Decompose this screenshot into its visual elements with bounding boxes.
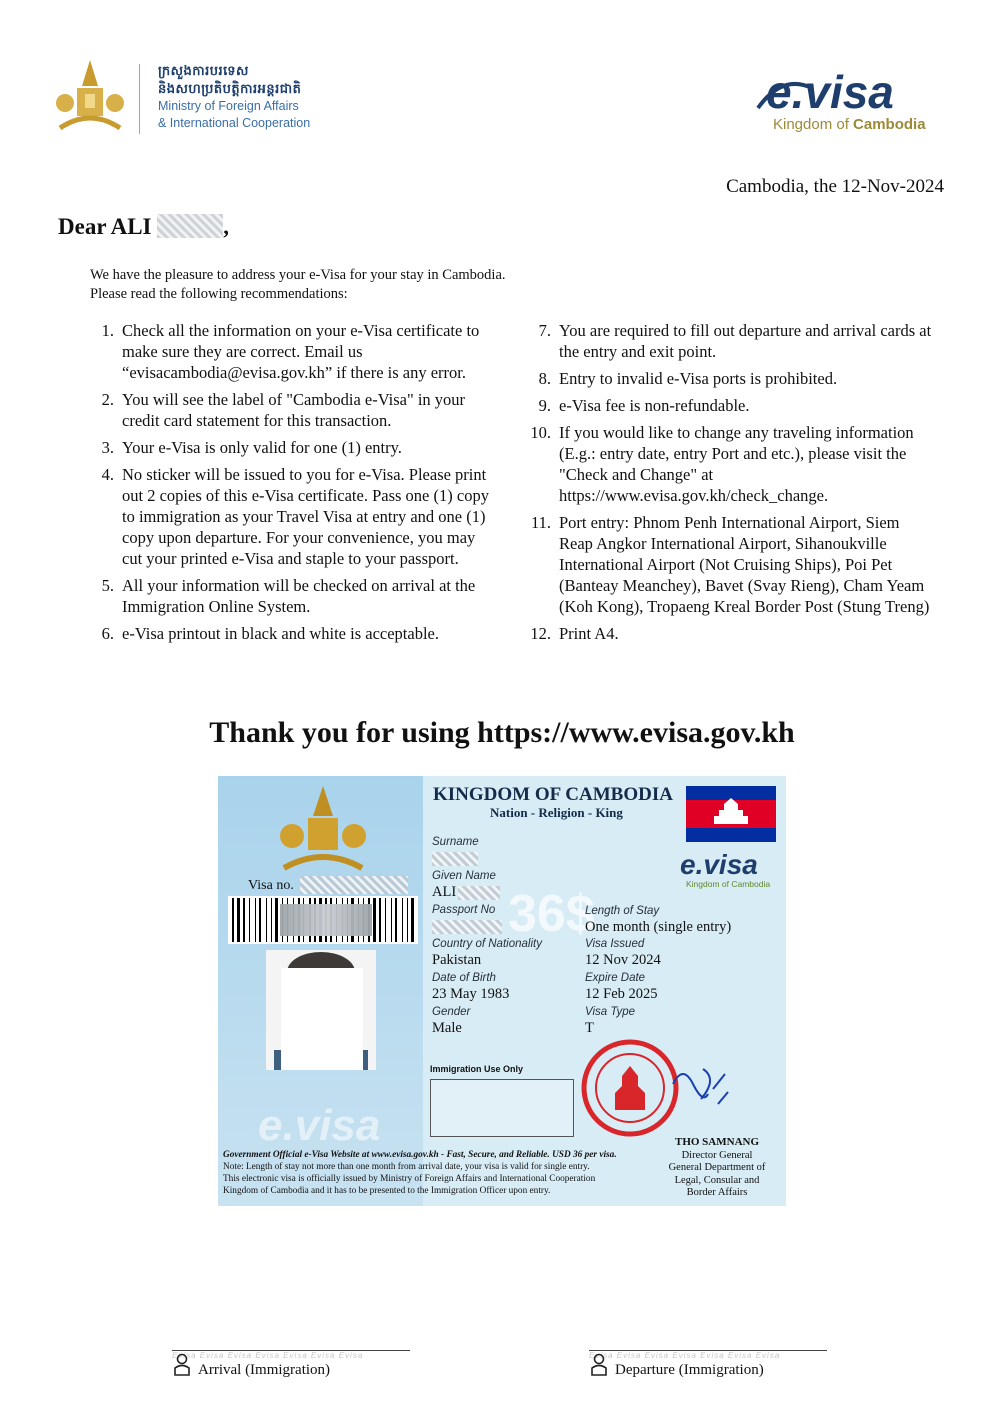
royal-emblem-icon	[278, 784, 368, 876]
length-of-stay-value: One month (single entry)	[585, 919, 732, 935]
list-item-text: Entry to invalid e-Visa ports is prohibited.	[559, 369, 838, 388]
list-item-text: No sticker will be issued to you for e-Visa. Please print out 2 copies of this e-Visa certificate. Pass one (1) copy to immigration as your Travel Visa at entry and one (1) copy upon departure. For your convenience, you may cut your printed e-Visa and staple to your passport.	[122, 465, 489, 568]
gender-label: Gender	[432, 1006, 471, 1018]
arrival-line: Evisa Evisa Evisa Evisa Evisa Evisa Evisa	[172, 1350, 410, 1365]
expire-date-value: 12 Feb 2025	[585, 986, 658, 1002]
price-watermark: 36$	[508, 885, 595, 943]
cambodia-flag-icon	[686, 786, 776, 842]
card-motto: Nation - Religion - King	[490, 805, 623, 820]
evisa-subtitle-country: Cambodia	[853, 116, 926, 133]
card-footer-line-2: Note: Length of stay not more than one month from arrival date, your visa is valid for single entry.	[223, 1162, 590, 1172]
list-item-number: 3.	[101, 438, 114, 457]
person-stamp-icon	[589, 1353, 609, 1377]
visa-issued-value: 12 Nov 2024	[585, 952, 661, 968]
list-item-number: 5.	[101, 576, 114, 595]
card-evisa-logo-sub: Kingdom of Cambodia	[686, 879, 771, 889]
intro-line-1: We have the pleasure to address your e-Visa for your stay in Cambodia.	[90, 267, 506, 283]
card-footer-line-3: This electronic visa is officially issued by Ministry of Foreign Affairs and International Cooperation	[223, 1174, 596, 1184]
list-item-number: 4.	[101, 465, 114, 484]
card-footer-line-4: Kingdom of Cambodia and it has to be presented to the Immigration Officer upon entry.	[223, 1186, 551, 1196]
list-item-number: 2.	[101, 390, 114, 409]
list-item-text: e-Visa printout in black and white is acceptable.	[122, 624, 439, 643]
card-evisa-logo	[676, 848, 776, 890]
evisa-card	[218, 776, 786, 1206]
evisa-subtitle-prefix: Kingdom of	[773, 116, 854, 133]
list-item-text: Port entry: Phnom Penh International Airport, Siem Reap Angkor International Airport, Sihanoukville International Airport (Not Cruising Ships), Poi Pet (Banteay Meanchey), Bavet (Svay Rieng), Cham Yeam (Koh Kong), Tropaeng Kreal Border Post (Stung Treng)	[559, 513, 930, 616]
list-item-number: 12.	[530, 624, 551, 643]
list-item-number: 1.	[101, 321, 114, 340]
given-name-label: Given Name	[432, 870, 496, 882]
card-footer-line-1: Government Official e-Visa Website at www.evisa.gov.kh - Fast, Secure, and Reliable. USD 36 per visa.	[223, 1150, 617, 1160]
director-signature-icon	[663, 1054, 733, 1124]
list-item	[78, 575, 498, 617]
redacted-given-name	[458, 886, 500, 900]
visa-issued-label: Visa Issued	[585, 938, 645, 950]
list-item-text: Check all the information on your e-Visa certificate to make sure they are correct. Email us “evisacambodia@evisa.gov.kh” if there is any error.	[122, 321, 480, 382]
recommendations-left	[78, 320, 498, 650]
redacted-surname-value	[432, 852, 478, 866]
list-item	[515, 368, 935, 389]
signer-title-1: Director General	[681, 1149, 753, 1161]
list-item-number: 11.	[530, 513, 551, 532]
list-item	[78, 464, 498, 569]
signer-title-4: Border Affairs	[686, 1187, 748, 1198]
list-item	[515, 320, 935, 362]
list-item-text: You will see the label of "Cambodia e-Visa" in your credit card statement for this transaction.	[122, 390, 466, 430]
card-footer	[223, 1149, 673, 1197]
ministry-khmer-line2: និងសហប្រតិបត្តិការអន្តរជាតិ	[158, 81, 302, 96]
list-item-text: Your e-Visa is only valid for one (1) entry.	[122, 438, 402, 457]
departure-line: Evisa Evisa Evisa Evisa Evisa Evisa Evisa	[589, 1350, 827, 1365]
thank-you-heading: Thank you for using https://www.evisa.gov.kh	[209, 716, 795, 749]
arrival-label: Arrival (Immigration)	[198, 1362, 331, 1378]
person-stamp-icon	[172, 1353, 192, 1377]
dob-value: 23 May 1983	[432, 986, 510, 1002]
nationality-value: Pakistan	[432, 952, 482, 968]
ministry-name	[158, 62, 310, 132]
header-divider	[139, 64, 140, 134]
list-item-text: You are required to fill out departure and arrival cards at the entry and exit point.	[559, 321, 932, 361]
departure-label: Departure (Immigration)	[615, 1362, 764, 1378]
list-item	[78, 320, 498, 383]
visa-type-label: Visa Type	[585, 1006, 636, 1018]
list-item-number: 8.	[538, 369, 551, 388]
surname-label: Surname	[432, 836, 479, 848]
intro-text	[90, 266, 506, 304]
list-item	[515, 395, 935, 416]
list-item	[78, 389, 498, 431]
salutation-comma: ,	[223, 214, 229, 239]
visa-number-label: Visa no.	[248, 878, 294, 893]
list-item	[515, 512, 935, 617]
holder-photo-icon	[266, 950, 376, 1070]
list-item-text: If you would like to change any traveling information (E.g.: entry date, entry Port and etc.), please visit the "Check and Change" at https://www.evisa.gov.kh/check_change.	[559, 423, 914, 505]
signer-title-3: Legal, Consular and	[674, 1174, 760, 1186]
evisa-logo-text: e.visa	[766, 66, 894, 118]
list-item	[515, 623, 935, 644]
list-item-number: 10.	[530, 423, 551, 442]
redacted-visa-number	[300, 876, 408, 894]
ministry-en-line2: & International Cooperation	[158, 116, 311, 130]
given-name-value: ALI	[432, 884, 457, 900]
card-watermark: e.visa	[258, 1101, 381, 1150]
signer-title-2: General Department of	[668, 1162, 766, 1173]
evisa-logo-subtitle	[773, 116, 926, 133]
redacted-barcode-number	[280, 904, 372, 936]
list-item-number: 7.	[538, 321, 551, 340]
nationality-label: Country of Nationality	[432, 938, 542, 950]
barcode-overlay	[228, 896, 418, 944]
redacted-passport-number	[432, 920, 502, 934]
card-title: KINGDOM OF CAMBODIA	[433, 784, 673, 805]
immigration-use-box	[430, 1079, 574, 1137]
ministry-emblem-icon	[55, 58, 125, 138]
list-item	[78, 437, 498, 458]
length-of-stay-label: Length of Stay	[585, 905, 660, 917]
immigration-use-label: Immigration Use Only	[430, 1064, 524, 1074]
list-item	[515, 422, 935, 506]
recommendations-right	[515, 320, 935, 650]
holder-photo	[266, 950, 376, 1070]
letter-date: Cambodia, the 12-Nov-2024	[726, 176, 944, 197]
salutation	[58, 214, 229, 240]
ministry-en-line1: Ministry of Foreign Affairs	[158, 99, 299, 113]
list-item	[78, 623, 498, 644]
intro-line-2: Please read the following recommendations:	[90, 286, 348, 302]
ministry-khmer-line1: ក្រសួងការបរទេស	[158, 63, 249, 78]
passport-label: Passport No	[432, 904, 496, 916]
visa-type-value: T	[585, 1020, 594, 1036]
redacted-surname	[157, 214, 223, 238]
dob-label: Date of Birth	[432, 972, 496, 984]
list-item-text: All your information will be checked on arrival at the Immigration Online System.	[122, 576, 476, 616]
list-item-text: e-Visa fee is non-refundable.	[559, 396, 750, 415]
card-evisa-logo-text: e.visa	[680, 849, 758, 880]
expire-date-label: Expire Date	[585, 972, 646, 984]
gender-value: Male	[432, 1020, 462, 1036]
salutation-name: Dear ALI	[58, 214, 152, 239]
list-item-number: 6.	[101, 624, 114, 643]
list-item-number: 9.	[538, 396, 551, 415]
list-item-text: Print A4.	[559, 624, 619, 643]
signer-name: THO SAMNANG	[674, 1136, 760, 1148]
